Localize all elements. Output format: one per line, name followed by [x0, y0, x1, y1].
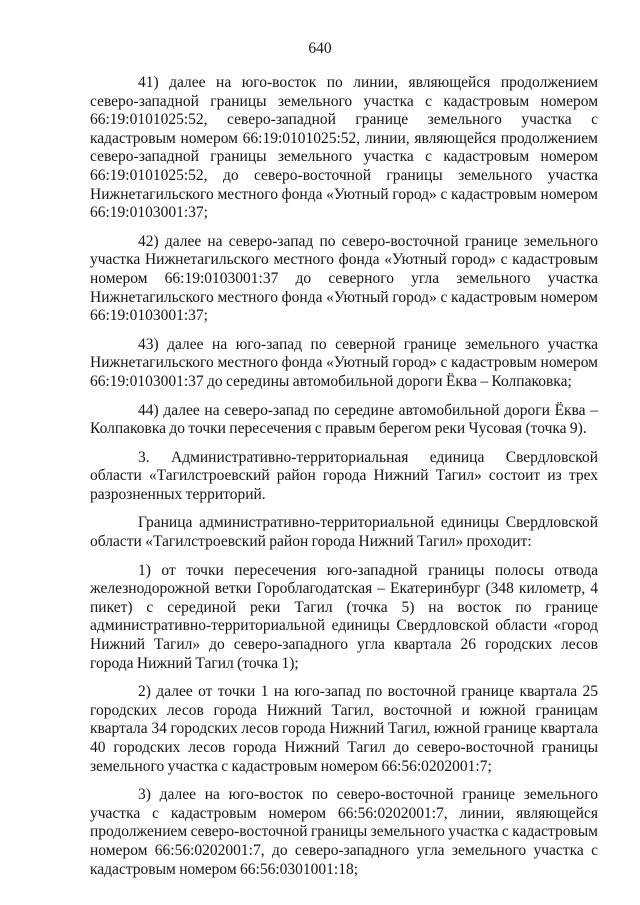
paragraph-boundary-intro: Граница административно-территориальной единицы Свердловской области «Тагилстроевский район города Нижний Тагил» проходит: [90, 514, 598, 551]
paragraph-item-3: 3) далее на юго-восток по северо-восточной границе земельного участка с кадастровым номером 66:56:0202001:7, линии, являющейся продолжением северо-восточной границы земельного участка с кадастровым номером 66:56:0202001:7, до северо-западного угла земельного участка с кадастровым номером 66:56:0301001:18; [90, 786, 598, 878]
paragraph-42: 42) далее на северо-запад по северо-восточной границе земельного участка Нижнетагильского местного фонда «Уютный город» с кадастровым номером 66:19:0103001:37 до северного угла земельного участка Нижнетагильского местного фонда «Уютный город» с кадастровым номером 66:19:0103001:37; [90, 232, 598, 325]
page-number: 640 [308, 40, 332, 57]
paragraph-43: 43) далее на юго-запад по северной границе земельного участка Нижнетагильского местного фонда «Уютный город» с кадастровым номером 66:19:0103001:37 до середины автомобильной дороги Ёква – Колпаковка; [90, 335, 598, 390]
paragraph-41: 41) далее на юго-восток по линии, являющейся продолжением северо-западной границы земельного участка с кадастровым номером 66:19:0101025:52, северо-западной границе земельного участка с кадастровым номером 66:19:0101025:52, линии, являющейся продолжением северо-западной границы земельного участка с кадастровым номером 66:19:0101025:52, до северо-восточной границы земельного участка Нижнетагильского местного фонда «Уютный город» с кадастровым номером 66:19:0103001:37; [90, 74, 598, 222]
paragraph-44: 44) далее на северо-запад по середине автомобильной дороги Ёква – Колпаковка до точки пересечения с правым берегом реки Чусовая (точка 9). [90, 401, 598, 438]
document-body [90, 74, 598, 889]
paragraph-item-2: 2) далее от точки 1 на юго-запад по восточной границе квартала 25 городских лесов города Нижний Тагил, восточной и южной границам квартала 34 городских лесов города Нижний Тагил, южной границе квартала 40 городских лесов города Нижний Тагил до северо-восточной границы земельного участка с кадастровым номером 66:56:0202001:7; [90, 683, 598, 775]
paragraph-section-3: 3. Административно-территориальная единица Свердловской области «Тагилстроевский район города Нижний Тагил» состоит из трех разрозненных территорий. [90, 448, 598, 503]
paragraph-item-1: 1) от точки пересечения юго-западной границы полосы отвода железнодорожной ветки Гороблагодатская – Екатеринбург (348 километр, 4 пикет) с серединой реки Тагил (точка 5) на восток по границе административно-территориальной единицы Свердловской области «город Нижний Тагил» до северо-западного угла квартала 26 городских лесов города Нижний Тагил (точка 1); [90, 561, 598, 672]
